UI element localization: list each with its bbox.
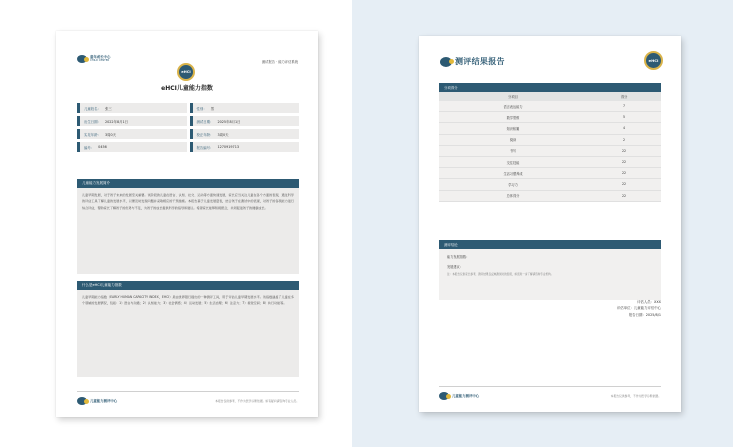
section-ehci-body: 儿童早期能力指数（EARLY HUMAN CAPACITY INDEX，EHCI）是由世界银行提出的一种测评工具，用于评估儿童早期发展水平。该指数涵盖了儿童在多个领域的发展情况，包括：1）语言与沟通；2）认知能力；3）社会情感；4）运动发展；5）生活自理；6）注意力；7）视觉空间；8）执行功能等。	[82, 295, 294, 306]
results-title: 测评结果报告	[455, 57, 505, 66]
info-actual-age: 实足年龄： 3周0天	[77, 129, 187, 139]
result-title: 测评结论	[439, 240, 661, 249]
result-box	[439, 240, 661, 300]
info-birthdate: 出生日期： 2022年8月1日	[77, 116, 187, 126]
info-report-no: 报告编号： 1270919713	[190, 142, 300, 152]
report-page-1	[56, 31, 318, 417]
table-row: 学习力 22	[439, 179, 661, 190]
table-row: 总体得分 22	[439, 191, 661, 202]
footer	[439, 386, 661, 400]
section-intro	[77, 179, 299, 274]
footer-logo-text: 儿童能力测评中心	[452, 394, 480, 398]
section-intro-title: 儿童能力发展简介	[77, 179, 299, 188]
footer-text: 本报告仅供参考，不作为医学诊断依据。如有疑问请咨询专业人员。	[215, 399, 299, 403]
sign-date: 报告日期：2025/8/1	[628, 312, 661, 317]
info-id: 编号： 0456	[77, 142, 187, 152]
result-note: 注：本报告仅供家长参考，测评结果仅反映测试时的表现，如需进一步了解请咨询专业机构。	[447, 273, 554, 276]
page-title: eHCI儿童能力指数	[161, 85, 213, 92]
score-table-title: 分项得分	[439, 83, 661, 92]
sign-assessor: 评估人员：XXX	[637, 300, 661, 304]
table-row: 生活习惯养成 22	[439, 168, 661, 179]
child-info-grid	[77, 103, 299, 155]
logo-text-line2: CHILD CENTER	[90, 59, 110, 62]
score-table-header: 分项目 得分	[439, 92, 661, 101]
table-row: 书写 22	[439, 146, 661, 157]
report-page-2	[419, 36, 681, 412]
signature-block	[617, 299, 661, 318]
results-header	[440, 56, 505, 67]
results-ehci-badge: eHCI	[644, 51, 663, 70]
section-ehci	[77, 281, 299, 377]
header-label: 测试报告 · 能力评估系统	[261, 60, 298, 64]
footer-logo-icon	[439, 392, 449, 400]
table-row: 阅读 2	[439, 135, 661, 146]
footer-logo-text: 儿童能力测评中心	[90, 399, 118, 403]
result-line-advice: 发展建议：	[447, 265, 463, 269]
info-name: 儿童姓名： 张三	[77, 103, 187, 113]
logo-text-line1: 童年成长中心	[90, 55, 111, 59]
score-table	[439, 83, 661, 202]
info-corrected-age: 校正年龄： 3周0天	[190, 129, 300, 139]
ehci-badge: eHCI	[177, 63, 195, 81]
results-logo-icon	[440, 57, 452, 67]
info-test-date: 测试日期： 2025年8月1日	[190, 116, 300, 126]
info-gender: 性别： 男	[190, 103, 300, 113]
sign-unit: 评估单位：儿童能力评估中心	[616, 306, 661, 311]
section-ehci-title: 什么是eHCI儿童能力指数	[77, 281, 299, 290]
table-row: 语言表达能力 7	[439, 101, 661, 112]
section-intro-body: 儿童早期发展，对于孩子未来的发展至关重要。该阶段的儿童在语言、认知、社交、运动等方面快速发展，家长应当关注儿童在各个方面的表现，通过科学的评估工具了解儿童的发展水平，以便及时发现问题并采取相应的干预措施。本报告基于儿童发展量表，结合孩子在测试中的表现，对孩子的各项能力进行综合评估，帮助家长了解孩子的优势与不足，为孩子的成长提供科学的指导和建议。希望家长能够积极配合，共同促进孩子的健康成长。	[82, 193, 294, 210]
footer-text: 本报告仅供参考，不作为医学诊断依据。	[610, 394, 661, 398]
table-row: 知识积累 4	[439, 123, 661, 134]
result-line-index: 能力发展指数：	[447, 255, 470, 259]
footer-logo-icon	[77, 397, 87, 405]
footer	[77, 391, 299, 405]
table-row: 交往技能 22	[439, 157, 661, 168]
table-row: 数学思维 5	[439, 112, 661, 123]
logo-icon	[77, 55, 87, 63]
header-logo	[77, 55, 110, 63]
